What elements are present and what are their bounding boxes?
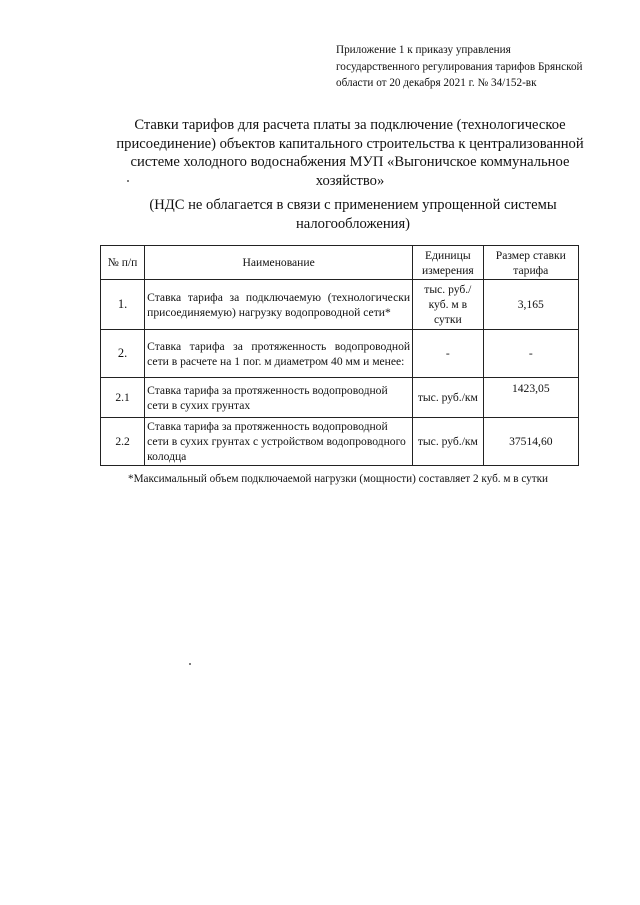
table-row	[101, 330, 579, 378]
order-reference-line-2: государственного регулирования тарифов Брянской	[336, 60, 583, 73]
table-row	[101, 418, 579, 466]
row-value: 3,165	[483, 280, 578, 330]
row-num: 2.	[101, 330, 145, 378]
row-num: 2.1	[101, 378, 145, 418]
header-value: Размер ставки тарифа	[483, 246, 578, 280]
table-row	[101, 378, 579, 418]
row-num: 2.2	[101, 418, 145, 466]
row-unit: тыс. руб./куб. м в сутки	[413, 280, 484, 330]
header-name: Наименование	[145, 246, 413, 280]
row-unit: тыс. руб./км	[413, 418, 484, 466]
row-value: 1423,05	[483, 378, 578, 418]
table-header-row	[101, 246, 579, 280]
scan-speck	[127, 180, 129, 182]
header-unit: Единицы измерения	[413, 246, 484, 280]
vat-note: (НДС не облагается в связи с применением упрощенной системы налогообложения)	[149, 197, 557, 232]
tariff-table	[100, 245, 579, 466]
row-name: Ставка тарифа за протяженность водопроводной сети в расчете на 1 пог. м диаметром 40 мм и менее:	[145, 330, 413, 378]
row-name: Ставка тарифа за протяженность водопроводной сети в сухих грунтах с устройством водопроводного колодца	[145, 418, 413, 466]
document-title: Ставки тарифов для расчета платы за подключение (технологическое присоединение) объектов капитального строительства к централизованной системе холодного водоснабжения МУП «Выгоничское коммунальное хозяйство»	[116, 117, 584, 189]
row-unit: тыс. руб./км	[413, 378, 484, 418]
row-name: Ставка тарифа за подключаемую (технологически присоединяемую) нагрузку водопроводной сети*	[145, 280, 413, 330]
footnote: *Максимальный объем подключаемой нагрузки (мощности) составляет 2 куб. м в сутки	[128, 473, 549, 485]
table-row	[101, 280, 579, 330]
order-reference	[336, 42, 626, 92]
row-value: 37514,60	[483, 418, 578, 466]
order-reference-line-3: области от 20 декабря 2021 г. № 34/152-вк	[336, 77, 537, 89]
order-reference-line-1: Приложение 1 к приказу управления	[336, 44, 511, 56]
row-num: 1.	[101, 280, 145, 330]
header-num: № п/п	[101, 246, 145, 280]
row-name: Ставка тарифа за протяженность водопроводной сети в сухих грунтах	[145, 378, 413, 418]
row-value: -	[483, 330, 578, 378]
row-unit: -	[413, 330, 484, 378]
scan-speck	[189, 663, 191, 665]
